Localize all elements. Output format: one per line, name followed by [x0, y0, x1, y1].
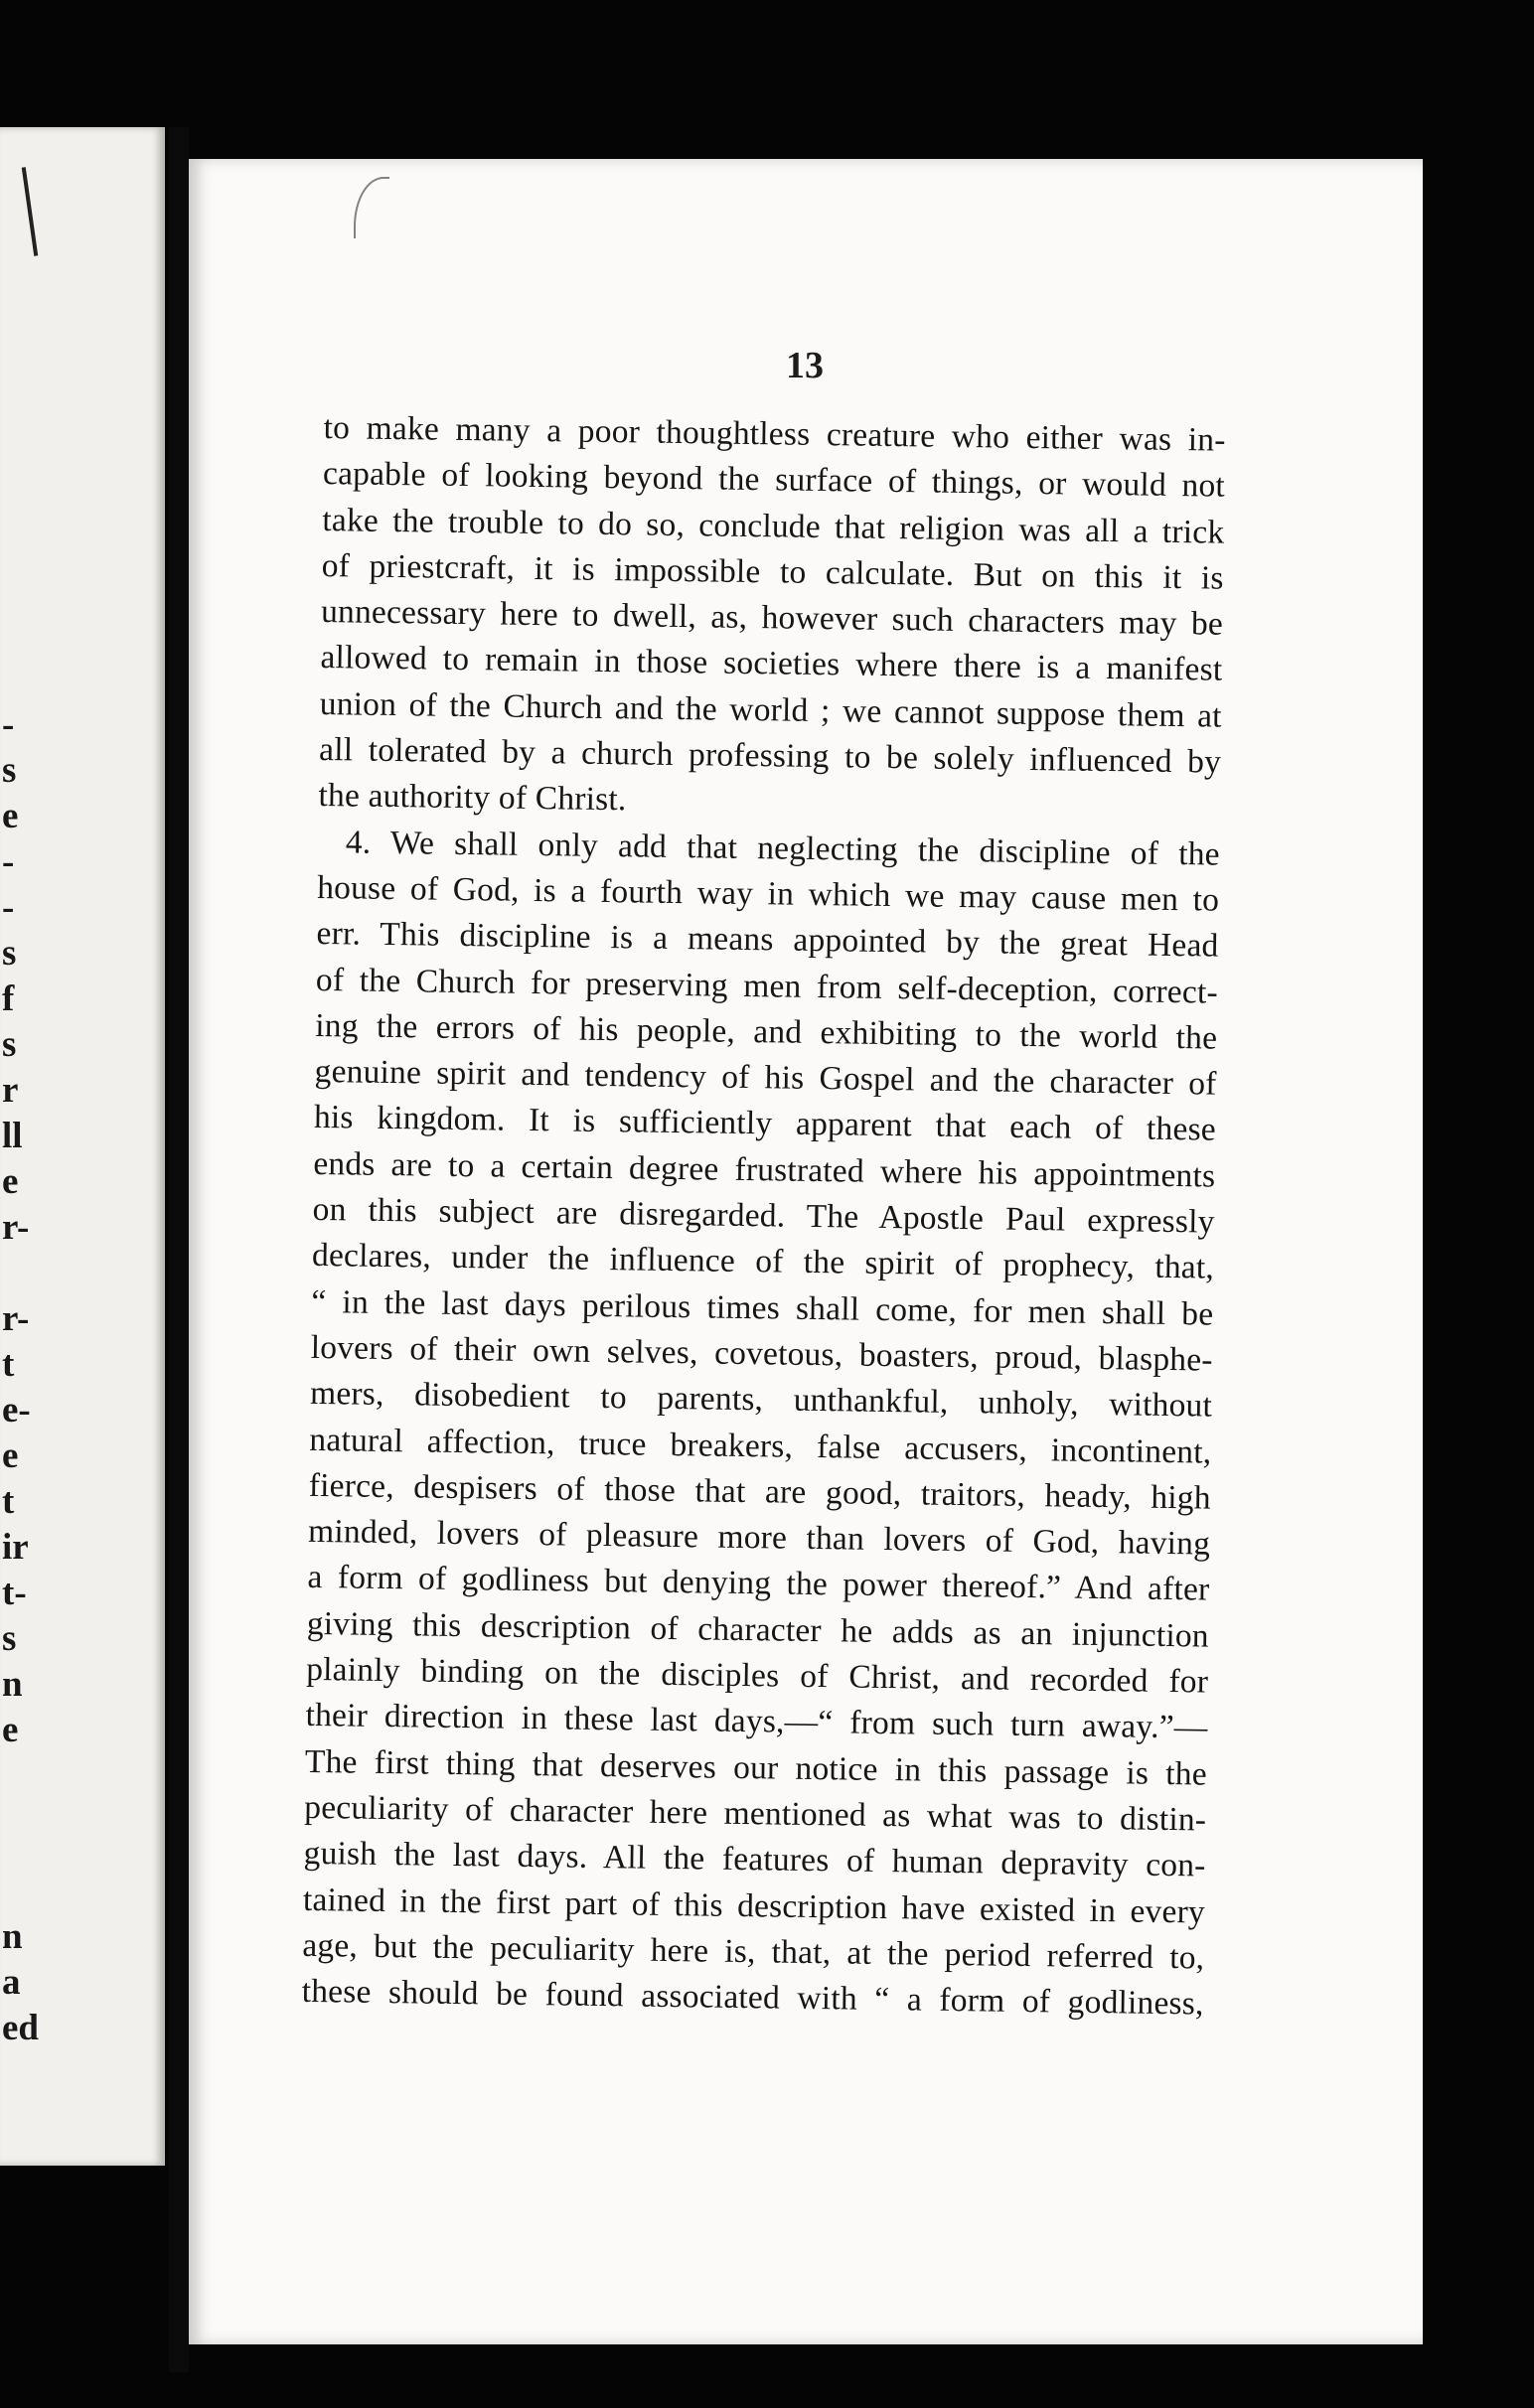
book-gutter — [169, 127, 189, 2372]
text-line: giving this description of character he adds as an injunction — [306, 1604, 1210, 1655]
text-line: declares, under the influence of the spirit of prophecy, that, — [311, 1237, 1215, 1286]
text-line: err. This discipline is a means appointed by the great Head — [316, 915, 1219, 965]
text-line: 4. We shall only add that neglecting the discipline of the — [345, 824, 1221, 873]
text-line: genuine spirit and tendency of his Gospel and the character of — [314, 1053, 1217, 1103]
text-line: all tolerated by a church professing to be solely influenced by — [318, 731, 1222, 781]
left-page-fragment: s — [2, 933, 17, 974]
text-line: peculiarity of character here mentioned as what was to distin- — [304, 1788, 1207, 1839]
left-page-fragment: f — [2, 978, 15, 1019]
text-line: capable of looking beyond the surface of things, or would not — [322, 455, 1226, 505]
text-line: fierce, despisers of those that are good, traitors, heady, high — [308, 1466, 1211, 1517]
left-page-fragment: n — [2, 1664, 23, 1705]
left-page-fragment: s — [2, 750, 17, 791]
left-page-fragment: - — [2, 704, 15, 745]
text-line: house of God, is a fourth way in which we may cause men to — [316, 868, 1220, 919]
left-page-fragment: e- — [2, 1390, 31, 1430]
text-line: “ in the last days perilous times shall come, for men shall be — [311, 1282, 1214, 1333]
left-page-fragment: ll — [2, 1116, 23, 1156]
left-page-fragment: t — [2, 1344, 15, 1385]
left-page-fragment: r- — [2, 1298, 30, 1339]
left-page-fragment: e — [2, 1710, 19, 1750]
left-page-fragment: s — [2, 1618, 17, 1659]
pencil-mark — [22, 167, 38, 256]
text-line: unnecessary here to dwell, as, however such characters may be — [320, 593, 1224, 643]
text-line: of priestcraft, it is impossible to calculate. But on this it is — [321, 546, 1224, 597]
left-page-fragment: - — [2, 887, 15, 928]
left-page-fragment: e — [2, 1161, 19, 1202]
text-line: the authority of Christ. — [318, 777, 627, 819]
left-page-fragment: t- — [2, 1573, 27, 1613]
left-page-fragment: ir — [2, 1527, 29, 1568]
left-page-fragment: a — [2, 1962, 21, 2003]
left-page-fragment: - — [2, 841, 15, 882]
text-line: ing the errors of his people, and exhibiting to the world the — [315, 1006, 1218, 1057]
left-page-fragment: e — [2, 1435, 19, 1476]
text-line: these should be found associated with “ a form of godliness, — [301, 1972, 1204, 2023]
left-page-fragment: r — [2, 1070, 19, 1111]
text-line: natural affection, truce breakers, false accusers, incontinent, — [309, 1421, 1212, 1471]
text-line: allowed to remain in those societies where there is a manifest — [320, 639, 1223, 689]
text-line: his kingdom. It is sufficiently apparent that each of these — [313, 1099, 1217, 1149]
text-line: guish the last days. All the features of human depravity con- — [303, 1835, 1206, 1884]
text-line: to make many a poor thoughtless creature who either was in- — [323, 408, 1226, 459]
text-line: union of the Church and the world ; we cannot suppose them at — [319, 684, 1222, 735]
text-line: ends are to a certain degree frustrated where his appointments — [313, 1144, 1216, 1195]
text-line: minded, lovers of pleasure more than lovers of God, having — [307, 1513, 1211, 1563]
text-line: tained in the first part of this description have existed in every — [302, 1881, 1206, 1931]
text-line: The first thing that deserves our notice in this passage is the — [304, 1742, 1208, 1793]
text-line: mers, disobedient to parents, unthankful, unholy, without — [309, 1375, 1213, 1425]
text-line: their direction in these last days,—“ from such turn away.”— — [305, 1697, 1208, 1746]
text-line: of the Church for preserving men from self-deception, correct- — [315, 961, 1219, 1011]
left-page-fragment: s — [2, 1024, 17, 1065]
text-line: lovers of their own selves, covetous, boasters, proud, blasphe- — [310, 1328, 1213, 1379]
text-line: plainly binding on the disciples of Christ, and recorded for — [305, 1650, 1209, 1701]
left-page-fragment: n — [2, 1916, 23, 1957]
left-page-fragment: r- — [2, 1207, 30, 1248]
text-line: a form of godliness but denying the power thereof.” And after — [307, 1559, 1210, 1608]
page-number: 13 — [786, 345, 824, 386]
left-page-fragment: ed — [2, 2008, 39, 2048]
body-text — [301, 405, 1226, 2028]
text-line: on this subject are disregarded. The Apostle Paul expressly — [312, 1190, 1215, 1241]
text-line: take the trouble to do so, conclude that religion was all a trick — [322, 501, 1225, 551]
text-line: age, but the peculiarity here is, that, at the period referred to, — [302, 1926, 1205, 1977]
left-page-fragment: t — [2, 1481, 15, 1522]
left-page-fragment: e — [2, 796, 19, 836]
previous-page-edge — [0, 127, 165, 2166]
